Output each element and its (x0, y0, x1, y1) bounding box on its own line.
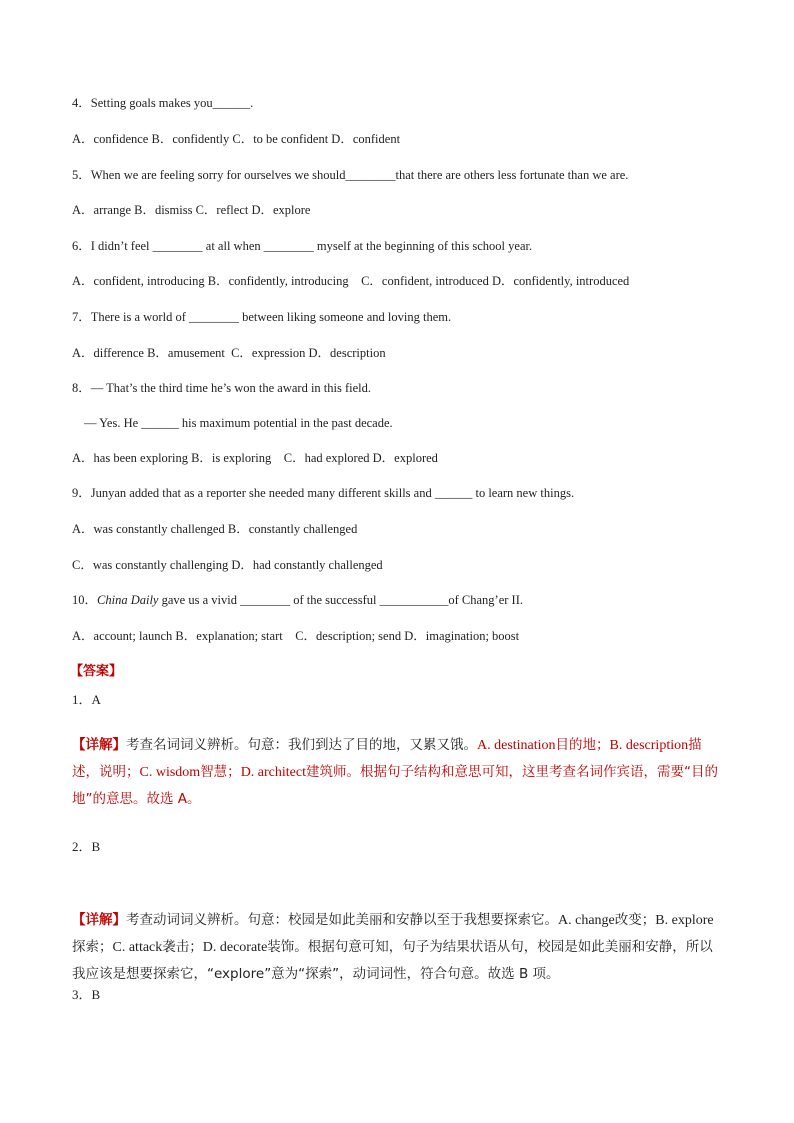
q9-options-ab: A．was constantly challenged B．constantly challenged (72, 522, 358, 536)
q5-stem: 5．When we are feeling sorry for ourselves we should________that there are others less fortunate than we are. (72, 168, 629, 182)
detail-tag: 【详解】 (72, 737, 126, 753)
q5-options: A．arrange B．dismiss C．reflect D．explore (72, 203, 311, 217)
q8-options: A．has been exploring B．is exploring C．had explored D．explored (72, 451, 438, 465)
q9-stem: 9．Junyan added that as a reporter she needed many different skills and ______ to learn new things. (72, 486, 575, 500)
q10-stem-rest: gave us a vivid ________ of the successful ___________of Chang’er II. (158, 593, 523, 607)
answers-heading: 【答案】 (70, 664, 123, 679)
q7-options: A．difference B．amusement C．expression D．description (72, 346, 386, 360)
answer-2-explanation: 【详解】考查动词词义辨析。句意：校园是如此美丽和安静以至于我想要探索它。A. change改变；B. explore探索；C. attack袭击；D. decorate装饰。根据句意可知，句子为结果状语从句，校园是如此美丽和安静，所以我应该是想要探索它，“explore”意为“探索”，动词词性，符合句意。故选 B 项。 (72, 912, 714, 982)
q9-options-cd: C．was constantly challenging D．had constantly challenged (72, 558, 383, 572)
q6-stem: 6．I didn’t feel ________ at all when ________ myself at the beginning of this school year. (72, 239, 533, 253)
answer-1: 1．A (72, 692, 101, 707)
q8-stem: 8．— That’s the third time he’s won the award in this field. (72, 381, 372, 395)
answer-1-explanation: 【详解】考查名词词义辨析。句意：我们到达了目的地，又累又饿。A. destination目的地；B. description描述，说明；C. wisdom智慧；D. architect建筑师。根据句子结构和意思可知，这里考查名词作宾语，需要“目的地”的意思。故选 A。 (72, 737, 718, 807)
q10-options: A．account; launch B．explanation; start C．description; send D．imagination; boost (72, 629, 520, 643)
answer-2: 2．B (72, 839, 101, 854)
detail-tag: 【详解】 (72, 912, 126, 928)
q10-number: 10． (72, 593, 98, 607)
q10-newspaper-title: China Daily (97, 593, 159, 607)
q4-stem: 4．Setting goals makes you______. (72, 96, 254, 110)
q6-options: A．confident, introducing B．confidently, introducing C．confident, introduced D．confidently, introduced (72, 274, 630, 288)
answer-3: 3．B (72, 987, 101, 1002)
q8-stem-reply: — Yes. He ______ his maximum potential in the past decade. (84, 416, 393, 430)
q7-stem: 7．There is a world of ________ between liking someone and loving them. (72, 310, 452, 324)
q10-stem (72, 592, 523, 608)
q4-options: A．confidence B．confidently C．to be confident D．confident (72, 132, 401, 146)
